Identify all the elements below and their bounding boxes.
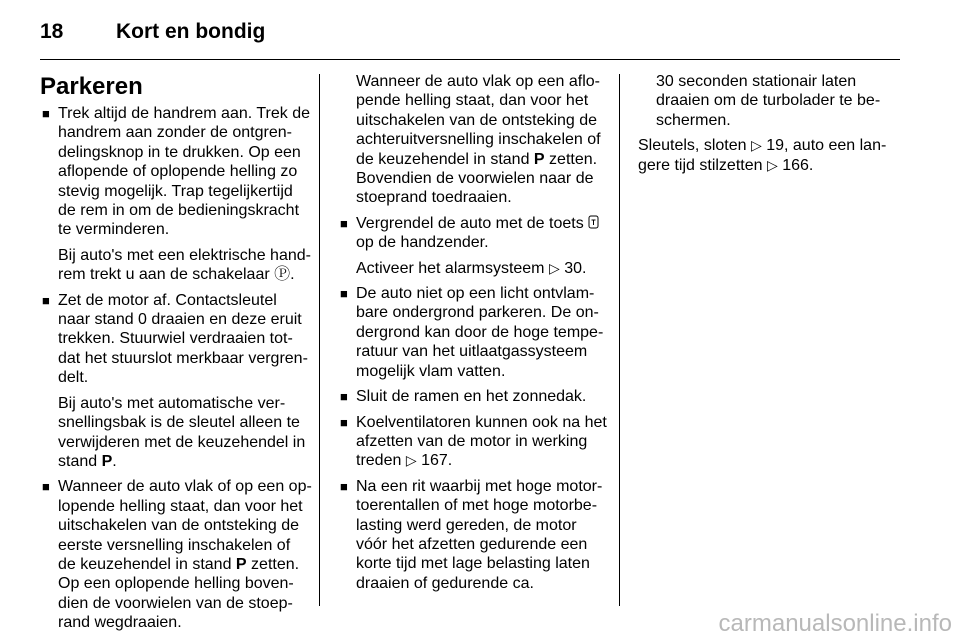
bullet-continuation: 30 seconden stationair laten draaien om de turbolader te be- schermen. [656, 73, 881, 129]
bullet-note: Bij auto's met automatische ver- snellingsbak is de sleutel alleen te verwijderen met de keuzehendel in stand P. [58, 394, 306, 470]
bullet-text: Wanneer de auto vlak of op een op- lopende helling staat, dan voor het uitschakelen van de ontsteking de eerste versnelling inschakelen of de keuzehendel in stand P zetten. Op een oplopende helling boven- dien de voorwielen van de stoep- rand wegdraaien. [58, 478, 312, 632]
bullet-text: Trek altijd de handrem aan. Trek de handrem aan zonder de ontgren- delingsknop in te drukken. Op een aflopende of oplopende helling zo stevig mogelijk. Trap tegelijkertijd de rem in om de bedieningskracht te verminderen. [58, 105, 310, 239]
column-2 [338, 72, 607, 599]
bullet-icon: ■ [340, 389, 348, 405]
bullet-note: Bij auto's met een elektrische hand- rem trekt u aan de schakelaar Ⓟ. [58, 246, 311, 284]
bullet-icon: ■ [340, 414, 348, 430]
page-number: 18 [40, 20, 64, 43]
list-item [338, 477, 602, 593]
list-item [40, 104, 310, 240]
list-item [338, 214, 602, 253]
column-1 [40, 72, 312, 639]
cross-reference-paragraph: Sleutels, sloten ▷ 19, auto een lan- gere tijd stilzetten ▷ 166. [638, 137, 887, 174]
bullet-note: Activeer het alarmsysteem ▷ 30. [356, 259, 587, 277]
column-3 [638, 72, 900, 181]
reference-arrow-icon: ▷ [750, 137, 762, 154]
bullet-text: Vergrendel de auto met de toets op de handzender. [356, 214, 602, 253]
watermark: carmanualsonline.info [718, 610, 952, 637]
bullet-icon: ■ [42, 106, 50, 121]
paragraph: Wanneer de auto vlak op een aflo- pende helling staat, dan voor het uitschakelen van de ontsteking de achteruitversnelling inschakelen of de keuzehendel in stand P zetten. Bovendien de voorwielen naar de stoeprand toedraaien. [356, 73, 601, 207]
header-rule [40, 59, 900, 60]
column-divider [319, 74, 320, 606]
reference-arrow-icon: ▷ [548, 259, 560, 276]
chapter-title: Kort en bondig [116, 20, 266, 43]
reference-arrow-icon: ▷ [405, 452, 417, 469]
bullet-icon: ■ [42, 292, 50, 308]
bullet-icon: ■ [42, 479, 50, 495]
bullet-icon: ■ [340, 478, 348, 494]
lock-key-icon [588, 215, 599, 229]
bullet-text: Zet de motor af. Contactsleutel naar stand 0 draaien en deze eruit trekken. Stuurwiel verdraaien tot- dat het stuurslot merkbaar vergren- delt. [58, 291, 308, 387]
bullet-icon: ■ [340, 286, 348, 302]
list-item [338, 387, 602, 406]
list-item [40, 477, 312, 632]
section-title: Parkeren [40, 73, 143, 100]
list-item [40, 291, 308, 388]
bullet-text: De auto niet op een licht ontvlam- bare ondergrond parkeren. De on- dergrond kan door de hoge tempe- ratuur van het uitlaatgassysteem mogelijk vlam vatten. [356, 285, 604, 380]
gear-p: P [235, 555, 247, 573]
reference-arrow-icon: ▷ [766, 156, 778, 173]
list-item [338, 284, 602, 381]
list-item [338, 413, 607, 471]
gear-p: P [533, 150, 545, 168]
bullet-text: Koelventilatoren kunnen ook na het afzetten van de motor in werking treden ▷ 167. [356, 413, 607, 470]
page-header [40, 20, 900, 60]
bullet-text: Na een rit waarbij met hoge motor- toerentallen of met hoge motorbe- lasting werd gereden, de motor vóór het afzetten gedurende een korte tijd met lage belasting laten draaien of gedurende ca. [356, 477, 603, 592]
column-divider [619, 74, 620, 606]
bullet-icon: ■ [340, 215, 348, 231]
gear-p: P [101, 452, 113, 470]
bullet-text: Sluit de ramen en het zonnedak. [356, 388, 587, 406]
